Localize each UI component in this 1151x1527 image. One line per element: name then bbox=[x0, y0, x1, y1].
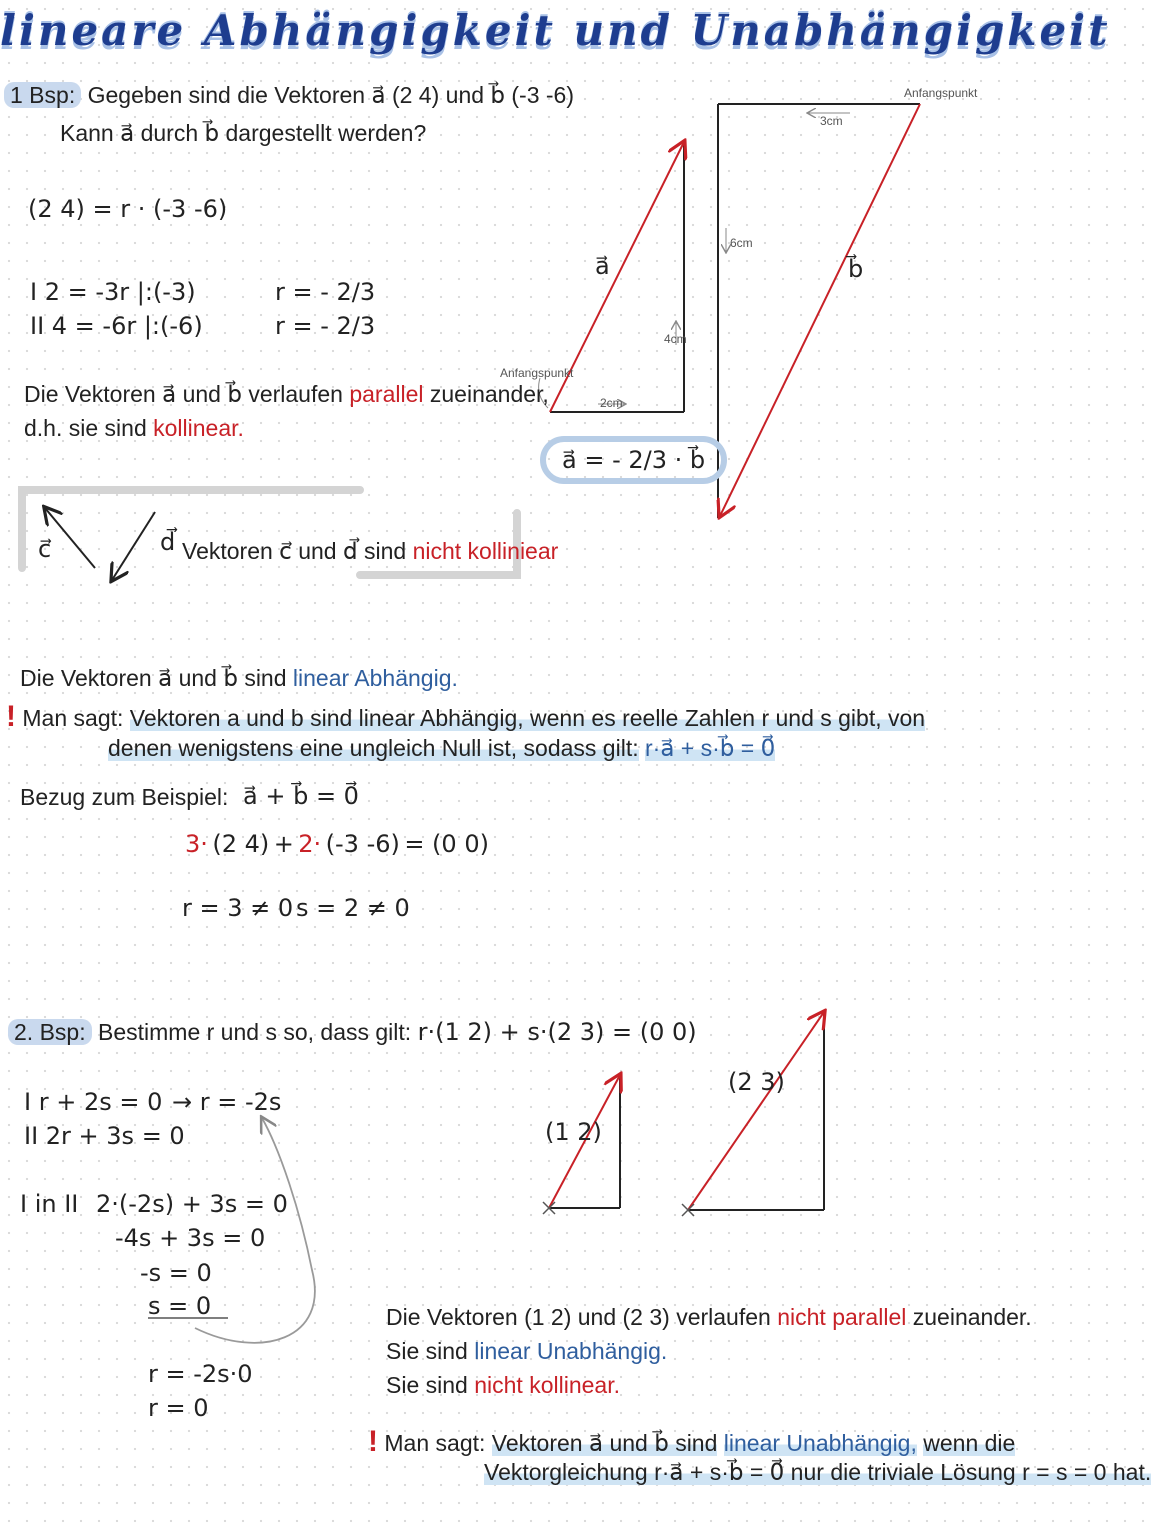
box-text-red: nicht kolliniear bbox=[412, 538, 559, 564]
example-2-text: Bestimme r und s so, dass gilt: bbox=[98, 1019, 412, 1045]
example-1-label: 1 Bsp: bbox=[4, 82, 81, 108]
result-bubble: a⃗ = - 2/3 · b⃗ bbox=[540, 436, 727, 484]
label-6cm: 6cm bbox=[730, 236, 753, 250]
conclusion-text-a: Die Vektoren a⃗ und b⃗ verlaufen bbox=[24, 381, 343, 407]
bezug-computation bbox=[185, 830, 489, 858]
definition-2-blue: linear Unabhängig, bbox=[723, 1430, 917, 1456]
ex2-step4: s = 0 bbox=[148, 1292, 212, 1320]
ex2-conclusion-1b: zueinander. bbox=[912, 1304, 1032, 1330]
result-r2: r = - 2/3 bbox=[275, 312, 376, 340]
vector-b-arrow bbox=[720, 104, 920, 516]
ex2-conclusion-3 bbox=[386, 1372, 620, 1399]
ex2-conclusion-2a: Sie sind bbox=[386, 1338, 468, 1364]
definition-1-text1: Vektoren a und b sind linear Abhängig, wenn es reelle Zahlen r und s gibt, von bbox=[129, 705, 926, 731]
label-vector-b: b⃗ bbox=[848, 255, 864, 283]
conclusion-parallel: parallel bbox=[349, 381, 424, 407]
ex2-step2: -4s + 3s = 0 bbox=[115, 1224, 266, 1252]
conclusion-line2 bbox=[24, 415, 244, 442]
definition-1-line2 bbox=[108, 735, 775, 762]
definition-1-line1 bbox=[6, 700, 925, 734]
comparison-box bbox=[22, 490, 517, 580]
ex2-conclusion-2-blue: linear Unabhängig. bbox=[474, 1338, 668, 1364]
definition-1-mansagt: Man sagt: bbox=[22, 705, 124, 731]
vector-c-arrow bbox=[45, 508, 95, 568]
example-1-line2: Kann a⃗ durch b⃗ dargestellt werden? bbox=[60, 120, 427, 146]
ex2-conclusion-2 bbox=[386, 1338, 667, 1365]
s-value: s = 2 ≠ 0 bbox=[296, 894, 410, 922]
label-vector-d: d⃗ bbox=[160, 528, 176, 556]
ex2-in-label: I in II bbox=[20, 1190, 79, 1218]
definition-2-line1 bbox=[368, 1425, 1015, 1459]
result-r1: r = - 2/3 bbox=[275, 278, 376, 306]
example-2-label: 2. Bsp: bbox=[8, 1019, 92, 1045]
zero-vector: = (0 0) bbox=[404, 830, 489, 858]
dependence-blue: linear Abhängig. bbox=[292, 665, 458, 691]
definition-2-text2: Vektorgleichung r·a⃗ + s·b⃗ = 0⃗ nur die triviale Lösung r = s = 0 hat. bbox=[484, 1459, 1151, 1485]
definition-2-line2 bbox=[484, 1459, 1151, 1486]
warning-icon-2: ! bbox=[368, 1425, 378, 1458]
ex2-r-step1: r = -2s·0 bbox=[148, 1360, 253, 1388]
definition-2-mansagt: Man sagt: bbox=[384, 1430, 486, 1456]
example-1-line1: Gegeben sind die Vektoren a⃗ (2 4) und b⃗ (-3 -6) bbox=[87, 82, 575, 108]
ex2-conclusion-3-red: nicht kollinear. bbox=[474, 1372, 620, 1398]
definition-1-text2: denen wenigstens eine ungleich Null ist, sodass gilt: bbox=[108, 735, 639, 761]
ex2-step3: -s = 0 bbox=[140, 1259, 212, 1287]
ex2-step1: 2·(-2s) + 3s = 0 bbox=[96, 1190, 288, 1218]
label-vector-a: a⃗ bbox=[595, 252, 610, 280]
definition-1-formula: r·a⃗ + s·b⃗ = 0⃗ bbox=[645, 735, 776, 761]
conclusion-kollinear: kollinear. bbox=[153, 415, 244, 441]
dependence-statement bbox=[20, 665, 458, 692]
ex2-conclusion-1a: Die Vektoren (1 2) und (2 3) verlaufen bbox=[386, 1304, 771, 1330]
triangle-2-3 bbox=[682, 1012, 824, 1216]
ex2-r-step2: r = 0 bbox=[148, 1394, 209, 1422]
example-1-heading bbox=[4, 82, 574, 109]
label-vector-2-3: (2 3) bbox=[728, 1068, 785, 1096]
box-text-a: Vektoren c⃗ und d⃗ sind bbox=[182, 538, 407, 564]
coef-2: 2· bbox=[298, 830, 322, 858]
r-value: r = 3 ≠ 0 bbox=[182, 894, 294, 922]
ex2-equation-II: II 2r + 3s = 0 bbox=[24, 1122, 185, 1150]
ex2-conclusion-1-red: nicht parallel bbox=[777, 1304, 907, 1330]
ex2-arrow-r: → r = -2s bbox=[172, 1088, 282, 1116]
label-4cm: 4cm bbox=[664, 332, 687, 346]
example-1-main-equation: (2 4) = r · (-3 -6) bbox=[28, 195, 228, 223]
dependence-text: Die Vektoren a⃗ und b⃗ sind bbox=[20, 665, 287, 691]
ex2-conclusion-1 bbox=[386, 1304, 1032, 1331]
equation-II: II 4 = -6r |:(-6) bbox=[30, 312, 203, 340]
example-2-heading bbox=[8, 1018, 697, 1046]
label-start-b: Anfangspunkt bbox=[904, 86, 978, 100]
triangle-b bbox=[718, 104, 920, 518]
conclusion-text-b: zueinander, bbox=[429, 381, 549, 407]
vector-b-value: (-3 -6) bbox=[325, 830, 400, 858]
vector-d-arrow bbox=[112, 512, 155, 580]
example-2-formula: r·(1 2) + s·(2 3) = (0 0) bbox=[417, 1018, 697, 1046]
equation-I: I 2 = -3r |:(-3) bbox=[30, 278, 196, 306]
plus-sign: + bbox=[273, 830, 294, 858]
ex2-conclusion-3a: Sie sind bbox=[386, 1372, 468, 1398]
label-start-a: Anfangspunkt bbox=[500, 366, 574, 380]
bezug-label: Bezug zum Beispiel: bbox=[20, 784, 229, 810]
definition-2-text-b: wenn die bbox=[923, 1430, 1016, 1456]
ex2-equation-I: I r + 2s = 0 bbox=[24, 1088, 163, 1116]
bezug-equation: a⃗ + b⃗ = 0⃗ bbox=[243, 782, 359, 810]
box-text bbox=[182, 538, 558, 565]
definition-2-text-a: Vektoren a⃗ und b⃗ sind bbox=[491, 1430, 718, 1456]
label-vector-c: c⃗ bbox=[38, 535, 52, 563]
label-3cm: 3cm bbox=[820, 114, 843, 128]
coef-3: 3· bbox=[185, 830, 208, 858]
conclusion-text-c: d.h. sie sind bbox=[24, 415, 147, 441]
warning-icon: ! bbox=[6, 700, 16, 733]
conclusion-line1 bbox=[24, 381, 549, 408]
label-2cm: 2cm bbox=[600, 396, 623, 410]
vector-a-value: (2 4) bbox=[212, 830, 270, 858]
page-title: lineare Abhängigkeit und Unabhängigkeit bbox=[0, 6, 1111, 55]
label-vector-1-2: (1 2) bbox=[545, 1118, 602, 1146]
